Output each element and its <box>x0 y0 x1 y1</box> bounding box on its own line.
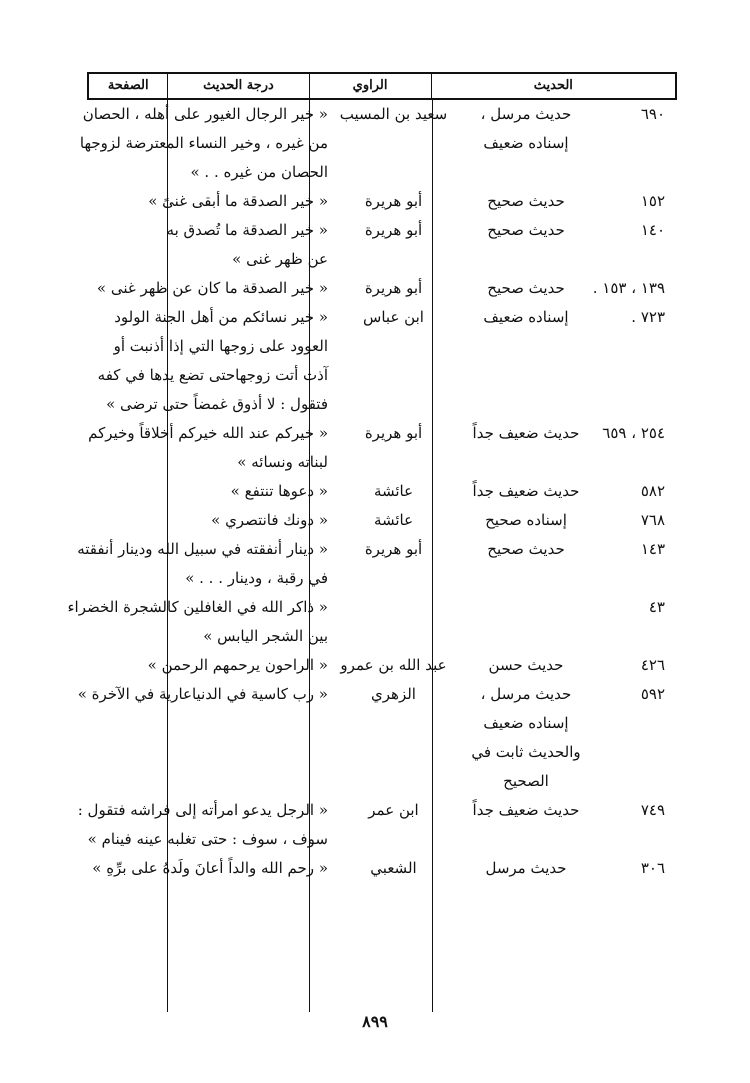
hadith-text <box>87 651 332 680</box>
page-ref <box>597 187 677 216</box>
page-ref-line: ١٤٣ <box>640 540 665 558</box>
header-hadith: الحديث <box>533 78 573 93</box>
column-divider <box>309 100 310 1012</box>
hadith-text-line: « خير الصدقة ما أبقى غنىً » <box>148 192 328 210</box>
hadith-text <box>87 303 332 419</box>
hadith-text-line: عن ظهر غنى » <box>232 250 328 268</box>
hadith-text-line: الحصان من غيره . . » <box>190 163 328 181</box>
narrator-line: أبو هريرة <box>364 424 423 442</box>
table-body <box>67 100 677 1012</box>
hadith-grade <box>455 680 597 796</box>
column-divider <box>167 100 168 1012</box>
hadith-text-line: « خير الصدقة ما تُصدق به <box>166 221 328 239</box>
table-row <box>87 419 677 477</box>
narrator-line: أبو هريرة <box>364 192 423 210</box>
narrator <box>332 274 455 303</box>
column-divider <box>432 100 433 1012</box>
hadith-text-line: « خير نسائكم من أهل الجنة الولود <box>114 308 328 326</box>
hadith-text-line: « دعوها تنتفع » <box>230 482 328 500</box>
hadith-text-line: بين الشجر اليابس » <box>203 627 328 645</box>
hadith-text-line: « دونك فانتصري » <box>211 511 328 529</box>
page-ref <box>597 100 677 187</box>
narrator-line: عبد الله بن عمرو <box>340 656 447 674</box>
hadith-text-line: « ذاكر الله في الغافلين كالشجرة الخضراء <box>67 598 328 616</box>
hadith-text-line: « خير الرجال الغيور على أهله ، الحصان <box>82 105 328 123</box>
hadith-text-line: « خير الصدقة ما كان عن ظهر غنى » <box>96 279 328 297</box>
hadith-text <box>87 216 332 274</box>
narrator <box>332 506 455 535</box>
hadith-grade-line: حديث صحيح <box>487 540 565 558</box>
hadith-grade <box>455 651 597 680</box>
narrator <box>332 680 455 796</box>
hadith-text <box>79 100 332 187</box>
table-row <box>79 100 677 187</box>
table-row <box>87 854 677 883</box>
hadith-grade-line: حديث صحيح <box>487 279 565 297</box>
hadith-text <box>87 506 332 535</box>
hadith-text <box>67 593 332 651</box>
page-ref <box>597 854 677 883</box>
hadith-grade <box>455 100 597 187</box>
narrator-line: الشعبي <box>370 859 417 877</box>
narrator-line: عائشة <box>373 482 414 500</box>
narrator-line: أبو هريرة <box>364 279 423 297</box>
header-degree: درجة الحديث <box>168 74 309 98</box>
hadith-grade <box>455 796 597 854</box>
narrator-line: ابن عباس <box>363 308 424 326</box>
page-number: ٨٩٩ <box>362 1012 388 1031</box>
hadith-text-line: « الرجل يدعو امرأته إلى فراشه فتقول : <box>77 801 328 819</box>
hadith-text <box>87 187 332 216</box>
table-header <box>87 72 677 100</box>
narrator <box>332 216 455 274</box>
page-ref-line: ٥٩٢ <box>640 685 665 703</box>
hadith-grade-line <box>459 593 593 622</box>
narrator-line: أبو هريرة <box>364 540 423 558</box>
hadith-grade-line: إسناده ضعيف <box>483 308 569 326</box>
page-ref-line: ٤٣ <box>648 598 665 616</box>
hadith-grade-line: حديث ضعيف جداً <box>472 801 580 819</box>
page-ref <box>597 419 677 477</box>
hadith-grade <box>455 187 597 216</box>
page-ref-line: ١٣٩ ، ١٥٣ . <box>592 279 665 297</box>
page-ref-line: ١٤٠ <box>640 221 665 239</box>
page-ref <box>597 216 677 274</box>
header-page: الصفحة <box>89 74 168 98</box>
hadith-grade <box>455 216 597 274</box>
hadith-grade-line: إسناده صحيح <box>485 511 567 529</box>
hadith-text-line: العوود على زوجها التي إذا أذنبت أو <box>113 337 328 355</box>
hadith-grade <box>455 477 597 506</box>
page-ref <box>592 274 677 303</box>
hadith-grade <box>455 303 597 419</box>
page-ref <box>597 796 677 854</box>
hadith-grade-line: حديث ضعيف جداً <box>472 424 580 442</box>
page-ref-line: ٧٢٣ . <box>631 308 665 326</box>
page-ref-line: ٦٩٠ <box>640 105 665 123</box>
hadith-text-line: « رحم الله والداً أعانَ ولَدهُ على برِّهِ » <box>92 859 328 877</box>
narrator <box>332 854 455 883</box>
hadith-grade <box>455 274 597 303</box>
hadith-grade-line: والحديث ثابت في <box>471 743 581 761</box>
hadith-text <box>77 796 332 854</box>
hadith-text-line: فتقول : لا أذوق غمضاً حتى ترضى » <box>106 395 328 413</box>
hadith-grade <box>455 419 597 477</box>
hadith-grade-line: حديث مرسل ، <box>480 105 572 123</box>
table-row <box>77 535 677 593</box>
hadith-text-line: « رب كاسية في الدنياعارية في الآخرة » <box>77 685 328 703</box>
table-row <box>87 506 677 535</box>
table-row <box>87 216 677 274</box>
narrator <box>332 651 455 680</box>
hadith-text <box>87 274 332 303</box>
narrator <box>332 187 455 216</box>
table-row <box>87 303 677 419</box>
hadith-text-line: من غيره ، وخير النساء المعترضة لزوجها <box>79 134 328 152</box>
hadith-text <box>87 854 332 883</box>
hadith-grade <box>455 506 597 535</box>
hadith-grade-line: حديث حسن <box>488 656 564 674</box>
hadith-grade-line: الصحيح <box>503 772 549 790</box>
hadith-text-line: لبناته ونسائه » <box>237 453 328 471</box>
page-ref-line: ٥٨٢ <box>640 482 665 500</box>
hadith-grade-line: حديث مرسل <box>485 859 567 877</box>
page-ref-line: ٢٥٤ ، ٦٥٩ <box>602 424 665 442</box>
narrator <box>332 477 455 506</box>
hadith-text-line: « دينار أنفقته في سبيل الله ودينار أنفقته <box>77 540 328 558</box>
page-ref <box>597 477 677 506</box>
narrator <box>332 535 455 593</box>
hadith-grade-line: حديث ضعيف جداً <box>472 482 580 500</box>
hadith-grade <box>455 535 597 593</box>
hadith-text <box>87 477 332 506</box>
narrator-line: ابن عمر <box>368 801 419 819</box>
table-row <box>87 274 677 303</box>
page-ref <box>597 651 677 680</box>
hadith-grade-line: حديث صحيح <box>487 221 565 239</box>
narrator-line <box>336 593 451 622</box>
narrator <box>332 796 455 854</box>
hadith-grade <box>455 854 597 883</box>
table-row <box>77 680 677 796</box>
narrator-line: الزهري <box>371 685 416 703</box>
hadith-text-line: آذت أتت زوجهاحتى تضع يدها في كفه <box>97 366 328 384</box>
table-row <box>87 187 677 216</box>
table-row <box>87 477 677 506</box>
hadith-text-line: « خيركم عند الله خيركم أخلاقاً وخيركم <box>88 424 328 442</box>
narrator-line: أبو هريرة <box>364 221 423 239</box>
hadith-text <box>77 680 332 796</box>
table-row <box>77 796 677 854</box>
header-rawi: الراوي <box>310 74 432 98</box>
narrator <box>332 419 455 477</box>
narrator <box>332 593 455 651</box>
page-ref-line: ٤٢٦ <box>640 656 665 674</box>
page-ref <box>597 680 677 796</box>
hadith-grade-line: حديث مرسل ، <box>480 685 572 703</box>
page-ref-line: ٧٤٩ <box>640 801 665 819</box>
narrator <box>332 100 455 187</box>
hadith-text-line: « الراحون يرحمهم الرحمن » <box>147 656 328 674</box>
hadith-text <box>77 535 332 593</box>
page-ref <box>597 535 677 593</box>
narrator-line: سعيد بن المسيب <box>339 105 448 123</box>
hadith-grade-line: حديث صحيح <box>487 192 565 210</box>
page-ref <box>597 593 677 651</box>
narrator <box>332 303 455 419</box>
hadith-grade-line: إسناده ضعيف <box>483 134 569 152</box>
narrator-line: عائشة <box>373 511 414 529</box>
hadith-text-line: في رقبة ، ودينار . . . » <box>185 569 328 587</box>
page-ref-line: ٣٠٦ <box>640 859 665 877</box>
hadith-index-table <box>67 72 677 877</box>
page-ref <box>597 303 677 419</box>
page-ref-line: ٧٦٨ <box>640 511 665 529</box>
page-ref-line: ١٥٢ <box>640 192 665 210</box>
table-row <box>87 651 677 680</box>
hadith-grade-line: إسناده ضعيف <box>483 714 569 732</box>
page-ref <box>597 506 677 535</box>
hadith-text-line: سوف ، سوف : حتى تغلبه عينه فينام » <box>87 830 328 848</box>
hadith-text <box>87 419 332 477</box>
table-row <box>67 593 677 651</box>
hadith-grade <box>455 593 597 651</box>
